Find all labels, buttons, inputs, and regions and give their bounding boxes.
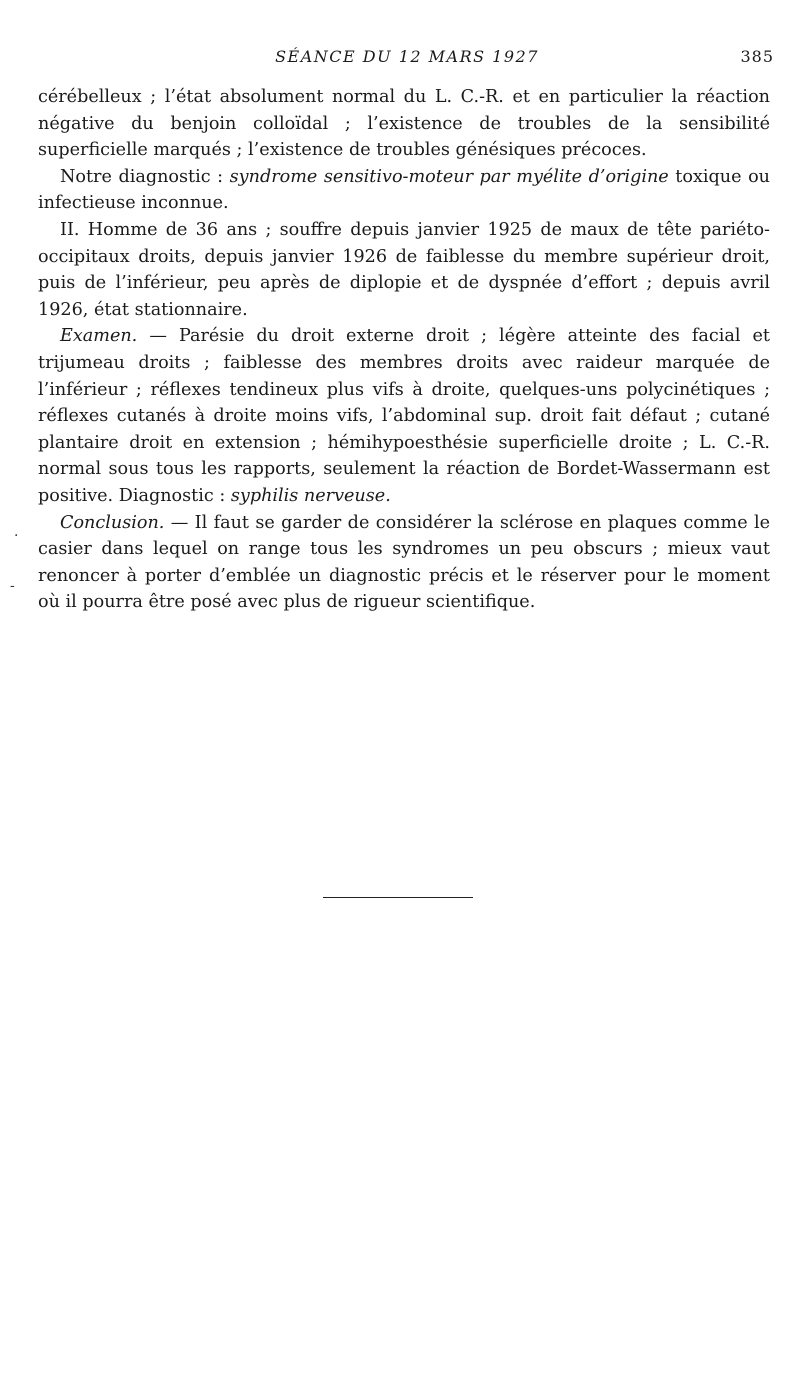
diagnosis-term: syndrome sensitivo-moteur par myélite d’origine <box>229 166 669 187</box>
paragraph-examen <box>38 323 770 509</box>
body-text <box>38 84 770 616</box>
diagnosis-lead: Notre diagnostic : <box>60 166 230 187</box>
examen-text: — Parésie du droit externe droit ; légère atteinte des facial et trijumeau droits ; faiblesse des membres droits avec raideur marquée de l’inférieur ; réflexes tendineux plus vifs à droite, quelques-uns polycinétiques ; réflexes cutanés à droite moins vifs, l’abdominal sup. droit fait défaut ; cutané plantaire droit en extension ; hémihypoesthésie superficielle droite ; L. C.-R. normal sous tous les rapports, seulement la réaction de Bordet-Wassermann est positive. Diagnostic : <box>38 326 770 506</box>
margin-speck: · <box>14 528 19 544</box>
paragraph-continuation: cérébelleux ; l’état absolument normal du L. C.-R. et en particulier la réaction négative du benjoin colloïdal ; l’existence de troubles de la sensibilité superficielle marqués ; l’existence de troubles génésiques précoces. <box>38 87 770 161</box>
margin-dash: - <box>10 578 15 594</box>
paragraph-conclusion <box>38 510 770 616</box>
examen-diagnosis: syphilis nerveuse. <box>230 485 391 506</box>
conclusion-heading: Conclusion. <box>60 512 165 533</box>
running-head <box>40 47 774 71</box>
diagnosis-tail: toxique ou infectieuse inconnue. <box>38 166 771 214</box>
page-number: 385 <box>740 47 774 66</box>
paragraph-diagnosis <box>38 164 770 217</box>
conclusion-text: — Il faut se garder de considérer la sclérose en plaques comme le casier dans lequel on range tous les syndromes un peu obscurs ; mieux vaut renoncer à porter d’emblée un diagnostic précis et le réserver pour le moment où il pourra être posé avec plus de rigueur scientifique. <box>38 512 770 613</box>
section-rule <box>323 897 473 898</box>
examen-heading: Examen. <box>60 326 138 347</box>
paragraph-case-two: II. Homme de 36 ans ; souffre depuis janvier 1925 de maux de tête pariéto-occipitaux droits, depuis janvier 1926 de faiblesse du membre supérieur droit, puis de l’inférieur, peu après de diplopie et de dyspnée d’effort ; depuis avril 1926, état stationnaire. <box>38 219 770 320</box>
running-title: SÉANCE DU 12 MARS 1927 <box>275 47 539 66</box>
